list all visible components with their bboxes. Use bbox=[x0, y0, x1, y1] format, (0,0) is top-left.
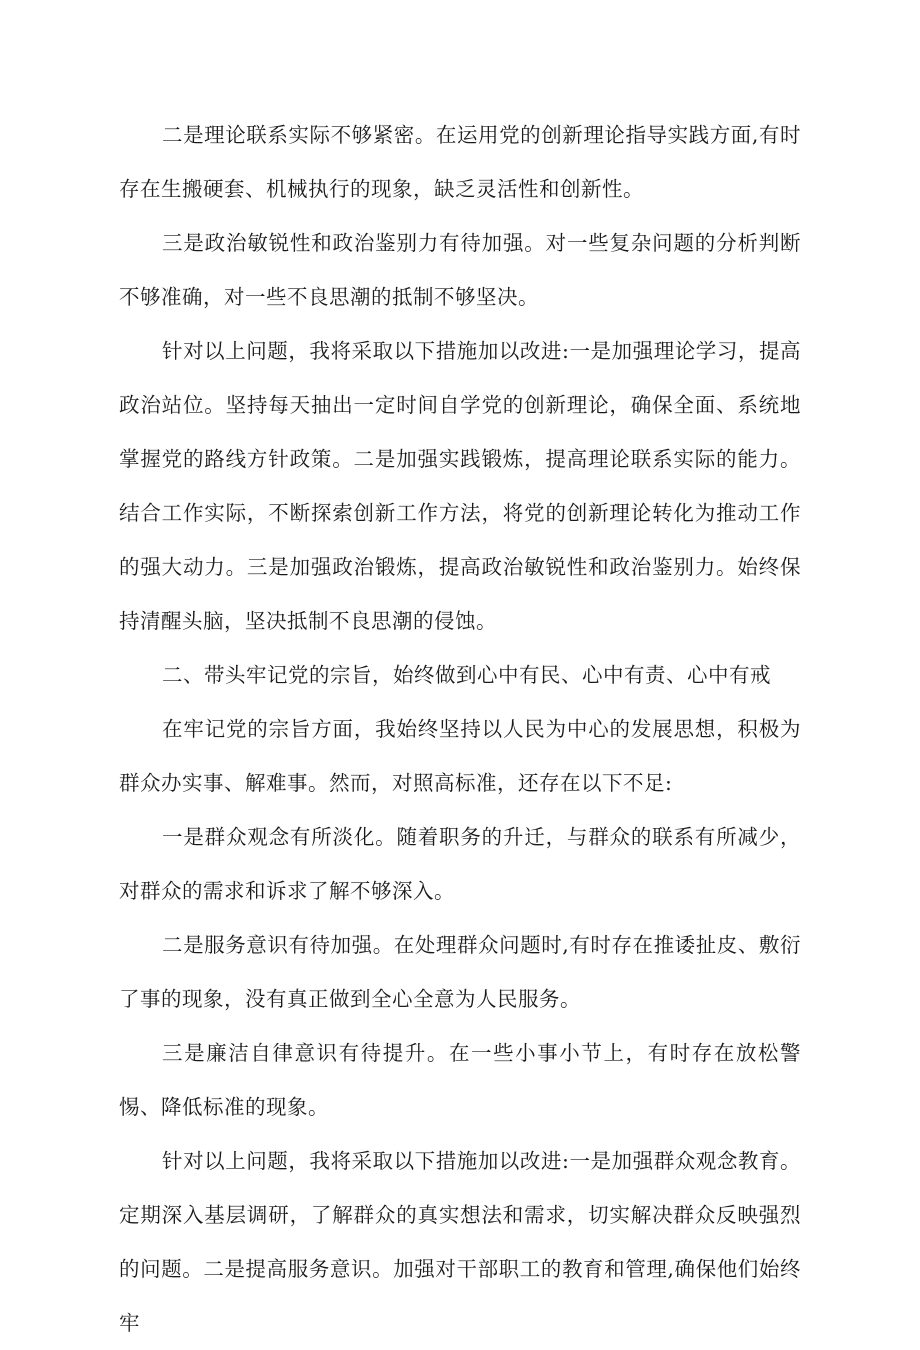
document-body bbox=[119, 108, 801, 1350]
paragraph-improvement-measures-2: 针对以上问题，我将采取以下措施加以改进:一是加强群众观念教育。定期深入基层调研，了解群众的真实想法和需求，切实解决群众反映强烈的问题。二是提高服务意识。加强对干部职工的教育和管理,确保他们始终牢 bbox=[119, 1149, 801, 1335]
paragraph-service-awareness: 二是服务意识有待加强。在处理群众问题时,有时存在推诿扯皮、敷衍了事的现象，没有真正做到全心全意为人民服务。 bbox=[119, 933, 801, 1011]
paragraph-party-purpose: 在牢记党的宗旨方面，我始终坚持以人民为中心的发展思想，积极为群众办实事、解难事。然而，对照高标准，还存在以下不足: bbox=[119, 717, 801, 795]
paragraph-improvement-measures-1: 针对以上问题，我将采取以下措施加以改进:一是加强理论学习，提高政治站位。坚持每天抽出一定时间自学党的创新理论，确保全面、系统地掌握党的路线方针政策。二是加强实践锻炼，提高理论联系实际的能力。结合工作实际，不断探索创新工作方法，将党的创新理论转化为推动工作的强大动力。三是加强政治锻炼，提高政治敏锐性和政治鉴别力。始终保持清醒头脑，坚决抵制不良思潮的侵蚀。 bbox=[119, 339, 801, 633]
paragraph-theory-practice: 二是理论联系实际不够紧密。在运用党的创新理论指导实践方面,有时存在生搬硬套、机械执行的现象，缺乏灵活性和创新性。 bbox=[119, 123, 801, 201]
paragraph-mass-concept: 一是群众观念有所淡化。随着职务的升迁，与群众的联系有所减少，对群众的需求和诉求了解不够深入。 bbox=[119, 825, 801, 903]
paragraph-integrity: 三是廉洁自律意识有待提升。在一些小事小节上，有时存在放松警惕、降低标准的现象。 bbox=[119, 1041, 801, 1119]
paragraph-political-sensitivity: 三是政治敏锐性和政治鉴别力有待加强。对一些复杂问题的分析判断不够准确，对一些不良思潮的抵制不够坚决。 bbox=[119, 231, 801, 309]
section-heading-2: 二、带头牢记党的宗旨，始终做到心中有民、心中有责、心中有戒 bbox=[162, 663, 772, 687]
